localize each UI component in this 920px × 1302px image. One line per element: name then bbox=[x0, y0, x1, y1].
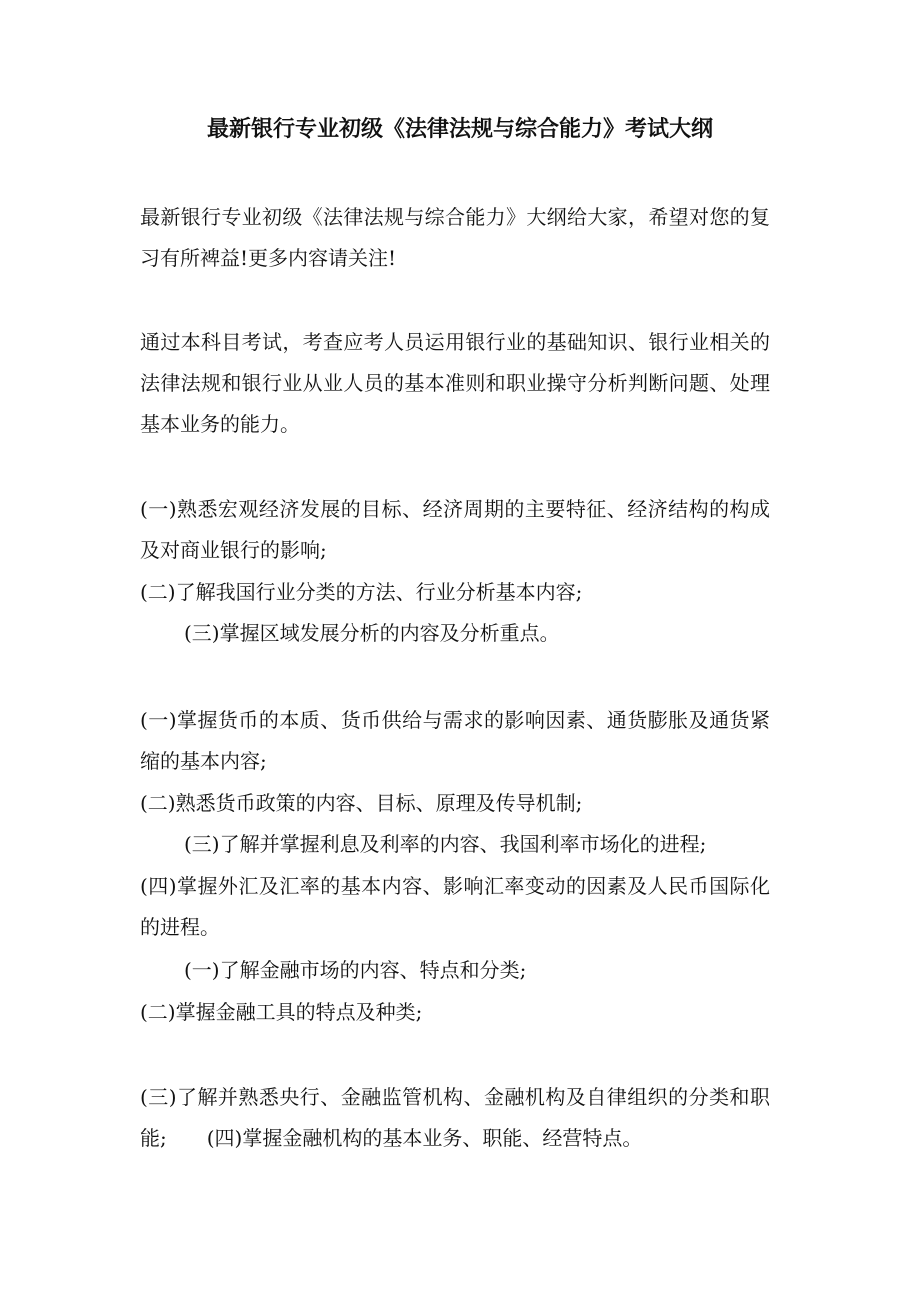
section3-paragraph bbox=[140, 1077, 770, 1159]
purpose-paragraph: 通过本科目考试，考查应考人员运用银行业的基础知识、银行业相关的法律法规和银行业从业人员的基本准则和职业操守分析判断问题、处理基本业务的能力。 bbox=[140, 330, 770, 436]
section2-item4: (四)掌握外汇及汇率的基本内容、影响汇率变动的因素及人民币国际化的进程。 bbox=[140, 874, 770, 939]
section2-item3: (三)了解并掌握利息及利率的内容、我国利率市场化的进程; bbox=[184, 832, 707, 856]
page-title: 最新银行专业初级《法律法规与综合能力》考试大纲 bbox=[206, 116, 713, 142]
section1-item3: (三)掌握区域发展分析的内容及分析重点。 bbox=[184, 621, 560, 645]
intro-paragraph: 最新银行专业初级《法律法规与综合能力》大纲给大家，希望对您的复习有所裨益!更多内容请关注! bbox=[140, 205, 770, 270]
section2-item6: (二)掌握金融工具的特点及种类; bbox=[140, 1000, 423, 1024]
section3-item1: (三)了解并熟悉央行、金融监管机构、金融机构及自律组织的分类和职能; bbox=[140, 1085, 770, 1150]
section2-item5: (一)了解金融市场的内容、特点和分类; bbox=[184, 958, 527, 982]
section1-item1: (一)熟悉宏观经济发展的目标、经济周期的主要特征、经济结构的构成及对商业银行的影响; bbox=[140, 497, 770, 562]
section3-item2: (四)掌握金融机构的基本业务、职能、经营特点。 bbox=[206, 1126, 643, 1150]
section2-item2: (二)熟悉货币政策的内容、目标、原理及传导机制; bbox=[140, 791, 583, 815]
section1-item2: (二)了解我国行业分类的方法、行业分析基本内容; bbox=[140, 580, 583, 604]
section2-item1: (一)掌握货币的本质、货币供给与需求的影响因素、通货膨胀及通货紧缩的基本内容; bbox=[140, 708, 770, 773]
